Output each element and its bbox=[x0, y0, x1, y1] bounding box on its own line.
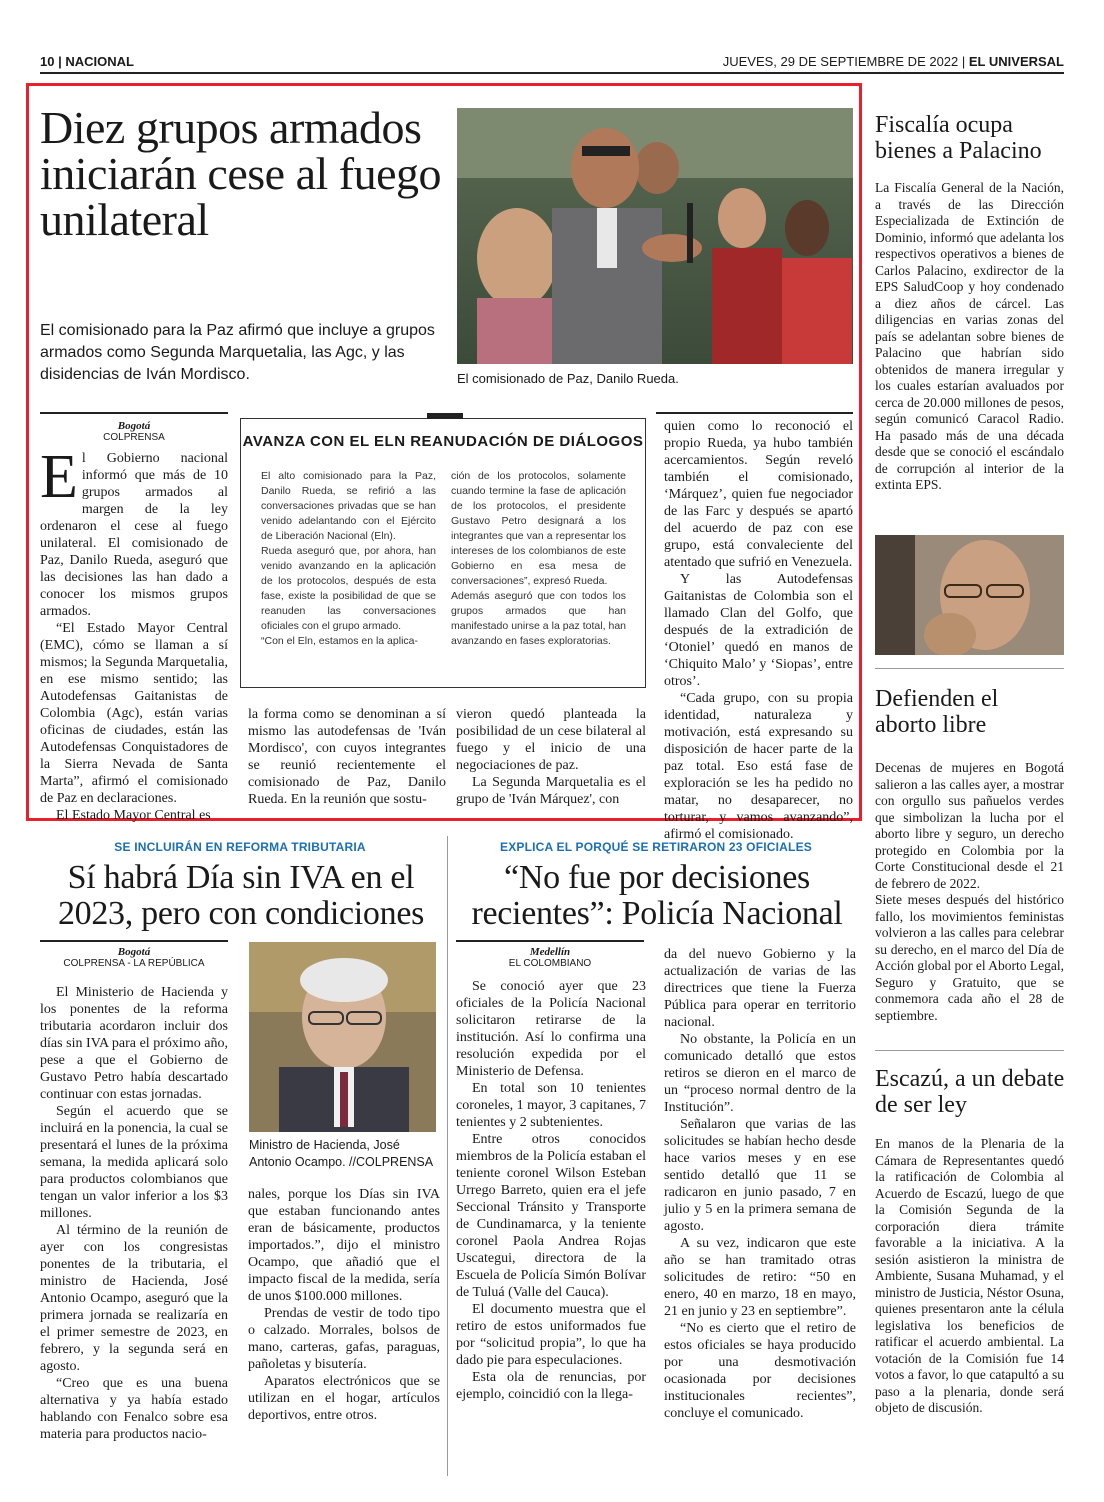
eln-left-p1: El alto comisionado para la Paz, Danilo Rueda, se refirió a las conversaciones privadas que se han venido adelantando con el Ejército de Liberación Nacional (Eln). bbox=[261, 470, 436, 542]
photo-palacino-image bbox=[875, 535, 1064, 655]
eln-sidebar-box bbox=[240, 418, 646, 688]
date-brand bbox=[723, 54, 1064, 69]
main-col-rule-1 bbox=[40, 412, 228, 414]
fiscalia-p1: La Fiscalía General de la Nación, a través de las Dirección Especializada de Extinción de Dominio, informó que adelanta los respectivos operativos a bienes de Carlos Palacino, exdirector de la EPS SaludCoop y hoy condenado a diez años de cárcel. Las diligencias en varias zonas del país se adelantan sobre bienes de Palacino que habrían sido obtenidos de manera irregular y los cuales estarían avaluados por cerca de 20.000 millones de pesos, según comunicó Caracol Radio. Ha pasado más de una década desde que se conoció el escándalo de corrupción al interior de la extinta EPS. bbox=[875, 180, 1064, 492]
eln-left-p3: “Con el Eln, estamos en la aplica- bbox=[261, 635, 418, 647]
escazu-headline: Escazú, a un debate de ser ley bbox=[875, 1066, 1065, 1118]
main-col1-p2: “El Estado Mayor Central (EMC), cómo se llaman a sí mismos; la Segunda Marquetalia, en ese mismo sentido; las Autodefensas Gaitanistas de Colombia (Agc), están varias oficinas de ciudades, están las Autodefensas Conquistadores de la Sierra Nevada de Santa Marta”, afirmó el comisionado de Paz en declaraciones. bbox=[40, 621, 228, 806]
police-col2-p4: A su vez, indicaron que este año se han tramitado otras solicitudes de retiro: “50 en enero, 40 en marzo, 18 en mayo, 21 en junio y 23 en septiembre”. bbox=[664, 1236, 856, 1319]
iva-photo bbox=[249, 942, 436, 1132]
escazu-p1: En manos de la Plenaria de la Cámara de Representantes quedó la ratificación de Colombia al Acuerdo de Escazú, luego de que la Comisión Segunda de la corporación diera trámite favorable a la iniciativa. A la sesión asistieron la ministra de Ambiente, Susana Muhamad, y el ministro de Justicia, Néstor Osuna, quienes presentaron ante la célula legislativa los beneficios de ratificar el acuerdo ambiental. La votación de la Comisión fue 14 votos a favor, lo que catapultó a su paso a la plenaria, donde será objeto de discusión. bbox=[875, 1136, 1064, 1415]
iva-byline-city: Bogotá bbox=[117, 946, 151, 958]
police-col2-p5: “No es cierto que el retiro de estos oficiales se haya producido por una desmotivación ocasionada por decisiones institucionales recientes”, concluye el comunicado. bbox=[664, 1321, 856, 1421]
main-col1-p3: El Estado Mayor Central es bbox=[56, 808, 211, 823]
police-kicker: EXPLICA EL PORQUÉ SE RETIRARON 23 OFICIALES bbox=[500, 840, 812, 854]
byline-city: Bogotá bbox=[117, 420, 151, 432]
page-header bbox=[40, 52, 1064, 74]
iva-col2-p3: Aparatos electrónicos que se utilizan en el hogar, artículos deportivos, entre otros. bbox=[248, 1374, 440, 1423]
iva-photo-caption: Ministro de Hacienda, José Antonio Ocampo. //COLPRENSA bbox=[249, 1138, 434, 1169]
iva-col-1 bbox=[40, 984, 228, 1443]
newspaper-brand: EL UNIVERSAL bbox=[968, 54, 1064, 69]
iva-col2-p2: Prendas de vestir de todo tipo o calzado. Morrales, bolsos de mano, carteras, gafas, paraguas, pañoletas y bisutería. bbox=[248, 1306, 440, 1372]
fiscalia-headline: Fiscalía ocupa bienes a Palacino bbox=[875, 112, 1042, 164]
aborto-p1: Decenas de mujeres en Bogotá salieron a las calles ayer, a mostrar con orgullo sus pañuelos verdes que simbolizan la lucha por el aborto libre y seguro, un derecho protegido en Colombia por la Corte Constitucional desde el 21 de febrero de 2022. bbox=[875, 760, 1064, 891]
main-col-4 bbox=[664, 418, 853, 843]
main-col-1 bbox=[40, 443, 228, 824]
main-headline: Diez grupos armados iniciarán cese al fuego unilateral bbox=[40, 102, 441, 245]
police-col1-p1: Se conoció ayer que 23 oficiales de la Policía Nacional solicitaron retirarse de la institución. Así lo confirma una resolución expedida por el Ministerio de Defensa. bbox=[456, 979, 646, 1079]
police-col-1 bbox=[456, 978, 646, 1403]
main-col-2 bbox=[248, 706, 446, 808]
main-photo-caption: El comisionado de Paz, Danilo Rueda. bbox=[457, 371, 679, 386]
police-col1-p2: En total son 10 tenientes coroneles, 1 mayor, 3 capitanes, 7 tenientes y 2 subtenientes. bbox=[456, 1081, 646, 1130]
police-col2-p1: da del nuevo Gobierno y la actualización de varias de las directrices que tiene la Fuerza Pública para operar en territorio nacional. bbox=[664, 947, 856, 1030]
escazu-text bbox=[875, 1136, 1064, 1417]
iva-rule bbox=[40, 940, 228, 942]
iva-col-2 bbox=[248, 1186, 440, 1424]
main-col4-p1: quien como lo reconoció el propio Rueda, ya hubo también acercamientos. Según reveló también el comisionado, ‘Márquez’, quien fue negociador de las Farc y después se apartó del acuerdo de paz con ese grupo, está convaleciente del atentado que sufrió en Venezuela. bbox=[664, 419, 853, 570]
main-photo bbox=[457, 108, 853, 364]
police-rule bbox=[456, 940, 644, 942]
aborto-text bbox=[875, 760, 1064, 1024]
photo-ocampo-image bbox=[249, 942, 436, 1132]
photo-rueda-image bbox=[457, 108, 853, 364]
column-separator bbox=[447, 836, 448, 1476]
eln-box-title: AVANZA CON EL ELN REANUDACIÓN DE DIÁLOGOS bbox=[242, 433, 644, 450]
eln-right-p1: ción de los protocolos, solamente cuando termine la fase de aplicación de los protocolos, el presidente Gustavo Petro designará a los integrantes que van a representar los intereses de los colombianos de este Gobierno en esa mesa de conversaciones”, expresó Rueda. bbox=[451, 470, 626, 587]
palacino-photo bbox=[875, 535, 1064, 655]
box-tab-marker bbox=[427, 413, 463, 419]
eln-right-p2: Además aseguró que con todos los grupos armados que han manifestado unirse a la paz total, han avanzando en fases exploratorias. bbox=[451, 590, 626, 647]
main-deck: El comisionado para la Paz afirmó que incluye a grupos armados como Segunda Marquetalia, las Agc, y las disidencias de Iván Mordisco. bbox=[40, 322, 435, 383]
iva-col1-p2: Según el acuerdo que se incluirá en la ponencia, la cual se presentará el lunes de la próxima semana, la medida aplicará solo para productos colombianos que tengan un valor inferior a los $3 millones. bbox=[40, 1104, 228, 1221]
main-col-3 bbox=[456, 706, 646, 808]
iva-col1-p4: “Creo que es una buena alternativa y ya había estado hablando con Fenalco sobre esa materia para productos nacio- bbox=[40, 1376, 228, 1442]
main-col4-p3: “Cada grupo, con su propia identidad, naturaleza y motivación, está expresando su disposición de hacer parte de la paz total. Eso está fase de exploración se les ha pedido no matar, no desaparecer, no torturar, y vamos avanzando”, afirmó el comisionado. bbox=[664, 691, 853, 842]
iva-col1-p3: Al término de la reunión de ayer con los congresistas ponentes de la tributaria, el ministro de Hacienda, José Antonio Ocampo, aseguró que la primera jornada se realizaría en el primer semestre de 2023, en febrero, y la segunda será en agosto. bbox=[40, 1223, 228, 1374]
main-col2-p1: la forma como se denominan a sí mismo las autodefensas de 'Iván Mordisco', con cuyos integrantes se reunió recientemente el comisionado de Paz, Danilo Rueda. En la reunión que sostu- bbox=[248, 707, 446, 807]
police-col1-p5: Esta ola de renuncias, por ejemplo, coincidió con la llega- bbox=[456, 1370, 646, 1402]
main-col3-p2: La Segunda Marquetalia es el grupo de 'Iván Márquez', con bbox=[456, 775, 646, 807]
main-col-rule-4 bbox=[656, 412, 853, 414]
byline-agency: COLPRENSA bbox=[103, 432, 165, 443]
police-col2-p2: No obstante, la Policía en un comunicado detalló que estos retiros se dieron en el marco de un “proceso normal dentro de la Institución”. bbox=[664, 1032, 856, 1115]
fiscalia-text bbox=[875, 180, 1064, 494]
police-byline-city: Medellín bbox=[529, 946, 571, 958]
eln-left-p2: Rueda aseguró que, por ahora, han venido avanzando en la aplicación de los protocolos, después de esta fase, existe la posibilidad de que se reanuden las conversaciones oficiales con el grupo armado. bbox=[261, 545, 436, 632]
section-label: 10 | NACIONAL bbox=[40, 54, 134, 69]
iva-headline: Sí habrá Día sin IVA en el 2023, pero con condiciones bbox=[57, 859, 425, 932]
iva-kicker: SE INCLUIRÁN EN REFORMA TRIBUTARIA bbox=[114, 840, 366, 854]
police-byline-agency: EL COLOMBIANO bbox=[508, 958, 592, 969]
police-headline: “No fue por decisiones recientes”: Policía Nacional bbox=[471, 859, 843, 932]
side-rule-2 bbox=[875, 1050, 1064, 1051]
main-col1-p1-text: l Gobierno nacional informó que más de 10 grupos armados al margen de la ley ordenaron el cese al fuego unilateral. El comisionado de Paz, Danilo Rueda, aseguró que las decisiones las han dado a conocer los mismos grupos armados. bbox=[40, 451, 228, 619]
eln-box-col-left bbox=[261, 469, 436, 649]
issue-date: JUEVES, 29 DE SEPTIEMBRE DE 2022 | bbox=[722, 54, 966, 69]
iva-byline bbox=[40, 946, 228, 970]
police-col1-p4: El documento muestra que el retiro de estos uniformados fue por “solicitud propia”, lo que ha dado pie para especulaciones. bbox=[456, 1302, 646, 1368]
iva-byline-agency: COLPRENSA - LA REPÚBLICA bbox=[63, 958, 205, 969]
police-col-2 bbox=[664, 946, 856, 1422]
iva-col2-p1: nales, porque los Días sin IVA que estaban funcionando antes eran de básicamente, productos importados.”, dijo el ministro Ocampo, que añadió que el impacto fiscal de la medida, sería de unos $100.000 millones. bbox=[248, 1187, 440, 1304]
police-col2-p3: Señalaron que varias de las solicitudes se habían hecho desde hace varios meses y en ese sentido detalló que 11 se radicaron en junio pasado, 7 en julio y 5 en la primera semana de agosto. bbox=[664, 1117, 856, 1234]
aborto-headline: Defienden el aborto libre bbox=[875, 686, 999, 738]
side-rule-1 bbox=[875, 668, 1064, 669]
police-byline bbox=[456, 946, 644, 970]
drop-cap: E bbox=[40, 443, 78, 511]
aborto-p2: Siete meses después del histórico fallo, los movimientos feministas volvieron a las calles para celebrar su derecho, en el marco del Día de Acción global por el Aborto Legal, Seguro y Gratuito, que se conmemora cada año el 28 de septiembre. bbox=[875, 892, 1064, 1023]
main-col3-p1: vieron quedó planteada la posibilidad de un cese bilateral al fuego y el inicio de una negociaciones de paz. bbox=[456, 707, 646, 773]
main-byline bbox=[40, 420, 228, 444]
police-col1-p3: Entre otros conocidos miembros de la Policía estaban el teniente coronel Wilson Esteban Urrego Barreto, quien era el jefe Seccional Tránsito y Transporte de Cundinamarca, y la teniente coronel Paola Andrea Rojas Uscategui, directora de la Escuela de Policía Simón Bolívar de Tuluá (Valle del Cauca). bbox=[456, 1132, 646, 1300]
eln-box-col-right bbox=[451, 469, 626, 649]
main-col4-p2: Y las Autodefensas Gaitanistas de Colombia son el llamado Clan del Golfo, que después de la extradición de ‘Otoniel’ quedó en manos de ‘Chiquito Malo’ y ‘Siopas’, entre otros’. bbox=[664, 572, 853, 689]
iva-col1-p1: El Ministerio de Hacienda y los ponentes de la reforma tributaria acordaron incluir dos días sin IVA para el próximo año, pese a que el Gobierno de Gustavo Petro había descartado continuar con estas jornadas. bbox=[40, 985, 228, 1102]
main-col1-p1 bbox=[40, 443, 228, 620]
